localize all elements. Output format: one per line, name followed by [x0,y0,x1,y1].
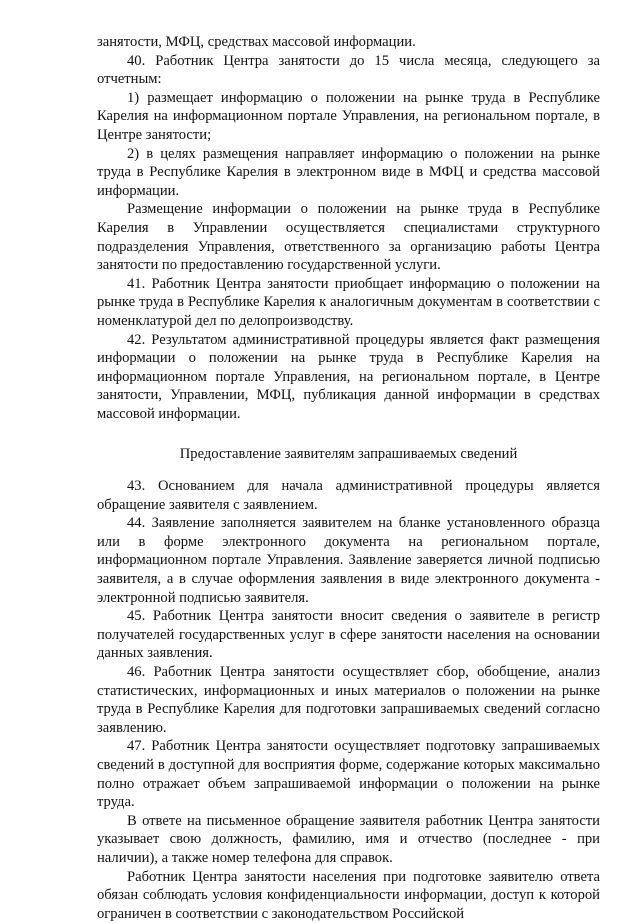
paragraph-47: 47. Работник Центра занятости осуществляет подготовку запрашиваемых сведений в доступной для восприятия форме, содержание которых максимально полно отражает объем запрашиваемой информации о положении на рынке труда. [97,738,600,811]
paragraph-42: 42. Результатом административной процедуры является факт размещения информации о положении на рынке труда в Республике Карелия на информационном портале Управления, на региональном портале, в Центре занятости, Управлении, МФЦ, публикация данной информации в средствах массовой информации. [97,331,600,422]
paragraph-written-reply: В ответе на письменное обращение заявителя работник Центра занятости указывает свою должность, фамилию, имя и отчество (последнее - при наличии), а также номер телефона для справок. [97,812,600,866]
paragraph-44: 44. Заявление заполняется заявителем на бланке установленного образца или в форме электронного документа на региональном портале, информационном портале Управления. Заявление заверяется личной подписью заявителя, а в случае оформления заявления в виде электронного документа - электронной подписью заявителя. [97,515,600,606]
paragraph-confidentiality: Работник Центра занятости населения при подготовке заявителю ответа обязан соблюдать условия конфиденциальности информации, доступ к которой ограничен в соответствии с законодательством Российской [97,868,600,922]
paragraph-41: 41. Работник Центра занятости приобщает информацию о положении на рынке труда в Республике Карелия к аналогичным документам в соответствии с номенклатурой дел по делопроизводству. [97,275,600,329]
paragraph-45: 45. Работник Центра занятости вносит сведения о заявителе в регистр получателей государственных услуг в сфере занятости населения на основании данных заявления. [97,608,600,662]
paragraph-46: 46. Работник Центра занятости осуществляет сбор, обобщение, анализ статистических, информационных и иных материалов о положении на рынке труда в Республике Карелия для подготовки запрашиваемых сведений согласно заявлению. [97,664,600,736]
paragraph-40-item-1: 1) размещает информацию о положении на рынке труда в Республике Карелия на информационном портале Управления, на региональном портале, в Центре занятости; [97,89,600,143]
paragraph-43: 43. Основанием для начала административной процедуры является обращение заявителя с заявлением. [97,478,600,513]
paragraph-placement-info: Размещение информации о положении на рынке труда в Республике Карелия в Управлении осуществляется специалистами структурного подразделения Управления, ответственного за организацию работы Центра занятости по предоставлению государственной услуги. [97,201,600,274]
section-heading: Предоставление заявителям запрашиваемых сведений [179,446,518,463]
paragraph-continuation: занятости, МФЦ, средствах массовой информации. [97,34,416,50]
paragraph-40-item-2: 2) в целях размещения направляет информацию о положении на рынке труда в Республике Карелия в электронном виде в МФЦ и средства массовой информации. [97,145,600,199]
paragraph-40: 40. Работник Центра занятости до 15 числа месяца, следующего за отчетным: [97,52,600,88]
